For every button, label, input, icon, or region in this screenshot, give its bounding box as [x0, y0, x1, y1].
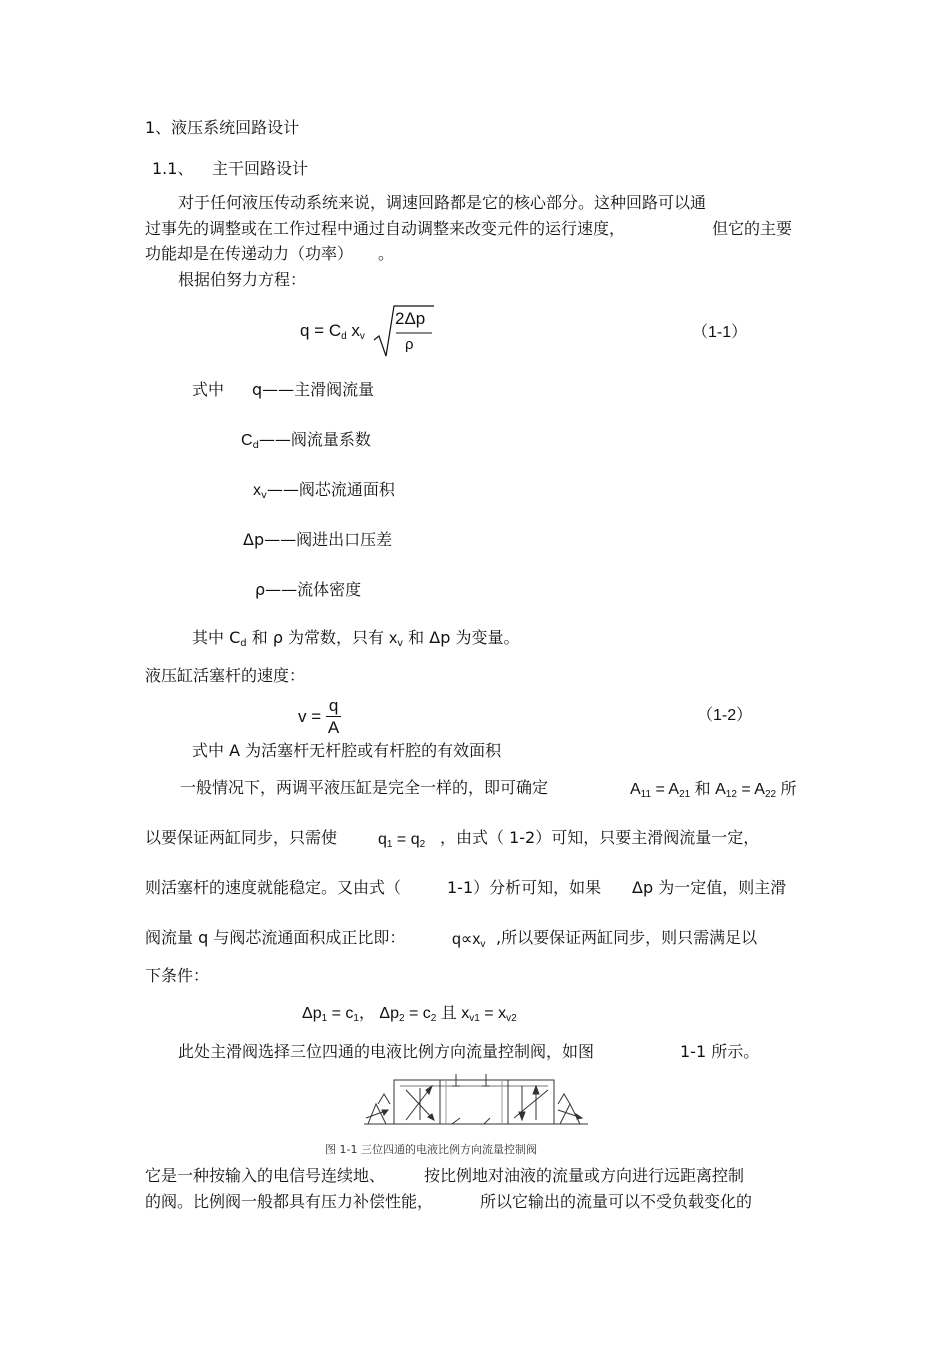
para2-line3a: 则活塞杆的速度就能稳定。又由式（ — [145, 878, 402, 897]
equation-1-numerator: 2Δp — [395, 309, 426, 328]
valve-sentence-a: 此处主滑阀选择三位四通的电液比例方向流量控制阀，如图 — [178, 1042, 595, 1061]
para1-line1: 对于任何液压传动系统来说，调速回路都是它的核心部分。这种回路可以通 — [178, 193, 707, 212]
equation-2-where: 式中 A 为活塞杆无杆腔或有杆腔的有效面积 — [192, 741, 502, 760]
para2-line5: 下条件： — [145, 966, 210, 985]
where-cd: $C_d——$阀流量系数 — [241, 430, 371, 451]
where-lead: 式中 — [192, 380, 225, 399]
where-q: q——主滑阀流量 — [252, 380, 375, 399]
para2-line2a: 以要保证两缸同步，只需使 — [145, 828, 338, 847]
tail-line2a: 的阀。比例阀一般都具有压力补偿性能， — [145, 1192, 434, 1211]
sync-condition: $\Delta p_1 = c_1$， $\Delta p_2 = c_2$ 且 $x_{v1} = x_{v2}$ — [302, 1005, 517, 1024]
heading-2-number: 1.1、 — [152, 159, 194, 178]
para2-line1-formula: $A_{11} = A_{21}$ 和 $A_{12} = A_{22}$ 所 — [630, 781, 797, 800]
para2-line1a: 一般情况下，两调平液压缸是完全一样的，即可确定 — [180, 778, 549, 797]
para2-line4-formula: $q\propto x_v$ — [452, 931, 486, 950]
tail-line1b: 按比例地对油液的流量或方向进行远距离控制 — [424, 1166, 745, 1185]
para2-line4c: ,所以要保证两缸同步，则只需满足以 — [496, 928, 758, 947]
equation-2-number: （1-2） — [697, 707, 753, 724]
para1-line3b: 。 — [378, 244, 395, 263]
equation-1-number: （1-1） — [692, 324, 748, 341]
para1-line3a: 功能却是在传递动力（功率） — [145, 244, 354, 263]
heading-2-title: 主干回路设计 — [212, 159, 309, 178]
valve-symbol-figure — [362, 1070, 590, 1134]
para2-line3c: Δp 为一定值，则主滑 — [632, 878, 787, 897]
para1-line2a: 过事先的调整或在工作过程中通过自动调整来改变元件的运行速度， — [145, 219, 626, 238]
constants-line: 其中 $C_d$ 和 ρ 为常数，只有 $x_v$ 和 Δp 为变量。 — [192, 628, 520, 649]
tail-line2b: 所以它输出的流量可以不受负载变化的 — [480, 1192, 753, 1211]
valve-sentence-b: 1-1 所示。 — [680, 1042, 760, 1061]
para2-line2b: ，由式（ 1-2）可知，只要主滑阀流量一定， — [440, 828, 760, 847]
figure-caption: 图 1-1 三位四通的电液比例方向流量控制阀 — [325, 1143, 537, 1156]
where-xv: $x_v——$阀芯流通面积 — [253, 480, 395, 501]
where-dp: Δp——阀进出口压差 — [243, 530, 393, 549]
para1-line2b: 但它的主要 — [712, 219, 793, 238]
para2-line2-formula: $q_1 = q_2$ — [378, 831, 426, 850]
equation-1-lhs: $q = C_d$ $x_v$ — [300, 321, 365, 342]
velocity-intro: 液压缸活塞杆的速度： — [145, 666, 306, 685]
para2-line4a: 阀流量 q 与阀芯流通面积成正比即： — [145, 928, 406, 947]
equation-1-denominator: ρ — [405, 336, 414, 353]
bernoulli-intro: 根据伯努力方程： — [178, 270, 307, 289]
heading-1: 1、液压系统回路设计 — [145, 118, 300, 137]
where-rho: ρ——流体密度 — [255, 580, 362, 599]
equation-2: v = $\frac{q}{A}$ — [298, 696, 340, 738]
tail-line1a: 它是一种按输入的电信号连续地、 — [145, 1166, 386, 1185]
para2-line3b: 1-1）分析可知，如果 — [447, 878, 602, 897]
